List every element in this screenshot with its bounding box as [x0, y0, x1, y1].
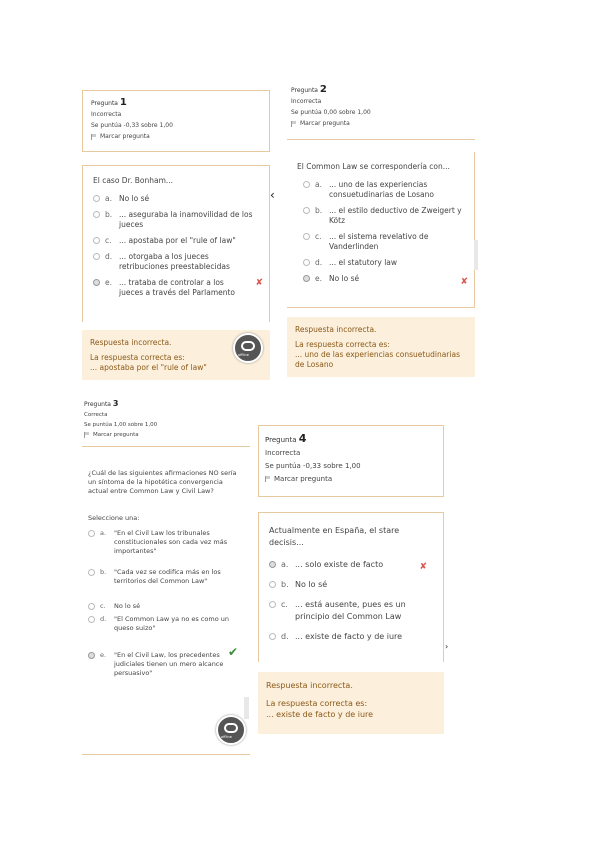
chat-offline-icon[interactable] [233, 333, 263, 363]
chat-offline-icon[interactable] [216, 715, 246, 745]
option-e[interactable]: e. "En el Civil Law, los precedentes judiciales tienen un mero alcance persuasivo" ✔ [88, 651, 244, 678]
flag-icon [84, 432, 90, 438]
option-b[interactable]: b. ... el estilo deductivo de Zweigert y Kötz [297, 206, 464, 226]
feedback-label: La respuesta correcta es: [90, 353, 185, 362]
option-a[interactable]: a. No lo sé [93, 194, 259, 204]
question-1 [82, 90, 270, 152]
flag-icon [291, 121, 297, 127]
feedback-status: Respuesta incorrecta. [266, 681, 353, 690]
question-text: Actualmente en España, el stare decisis... [269, 526, 400, 547]
radio-button[interactable] [88, 616, 95, 623]
question-score: Se puntúa 1,00 sobre 1,00 [84, 422, 158, 428]
option-c[interactable]: c. ... el sistema revelativo de Vanderlinden [297, 232, 464, 252]
radio-button[interactable] [303, 207, 310, 214]
option-b[interactable]: b. No lo sé [269, 579, 433, 591]
flag-icon [265, 476, 271, 482]
flag-question-link[interactable]: Marcar pregunta [291, 118, 467, 129]
option-c[interactable]: c. ... está ausente, pues es un principio del Common Law [269, 599, 433, 623]
correct-check-icon: ✔ [227, 645, 238, 659]
radio-button[interactable] [93, 237, 100, 244]
option-b[interactable]: b. "Cada vez se codifica más en los territorios del Common Law" [88, 568, 244, 586]
option-c[interactable]: c. No lo sé [88, 602, 244, 611]
radio-button[interactable] [303, 233, 310, 240]
option-e[interactable]: e. ... trataba de controlar a los jueces a través del Parlamento ✘ [93, 278, 259, 298]
question-score: Se puntúa -0,33 sobre 1,00 [265, 462, 361, 470]
chevron-left-icon[interactable]: ‹ [270, 188, 275, 202]
question-score: Se puntúa -0,33 sobre 1,00 [91, 122, 173, 129]
radio-button[interactable] [303, 181, 310, 188]
question-1-content [82, 165, 270, 322]
question-score: Se puntúa 0,00 sobre 1,00 [291, 109, 371, 116]
question-2 [287, 78, 475, 140]
option-c[interactable]: c. ... apostaba por el "rule of law" [93, 236, 259, 246]
radio-button-selected[interactable] [269, 561, 276, 568]
question-text: ¿Cuál de las siguientes afirmaciones NO sería un síntoma de la hipotética convergencia actual entre Common Law y Civil Law? [88, 469, 237, 495]
option-d[interactable]: d. ... existe de facto y de iure [269, 631, 433, 643]
radio-button[interactable] [269, 633, 276, 640]
flag-question-link[interactable]: Marcar pregunta [265, 473, 437, 486]
option-d[interactable]: d. ... otorgaba a los jueces retribuciones preestablecidas [93, 252, 259, 272]
radio-button[interactable] [93, 195, 100, 202]
radio-button[interactable] [93, 253, 100, 260]
question-text: El caso Dr. Bonham... [93, 176, 174, 185]
option-a[interactable]: a. ... uno de las experiencias consuetudinarias de Losano [297, 180, 464, 200]
option-e[interactable]: e. No lo sé ✘ [297, 274, 464, 284]
question-info [82, 395, 250, 447]
incorrect-icon: ✘ [419, 562, 427, 572]
question-number: Pregunta 1 [91, 97, 127, 108]
question-2-feedback [287, 317, 475, 377]
question-status: Incorrecta [265, 449, 301, 457]
incorrect-icon: ✘ [460, 277, 468, 287]
question-2-content [287, 152, 475, 308]
radio-button[interactable] [88, 603, 95, 610]
question-number: Pregunta 3 [84, 399, 119, 408]
option-a[interactable]: a. "En el Civil Law los tribunales constitucionales son cada vez más importantes" [88, 529, 244, 556]
question-info [82, 90, 270, 152]
feedback-label: La respuesta correcta es: [266, 699, 368, 708]
flag-icon [91, 134, 97, 140]
flag-question-link[interactable]: Marcar pregunta [91, 131, 261, 142]
option-a[interactable]: a. ... solo existe de facto ✘ [269, 559, 433, 571]
scrollbar[interactable] [474, 240, 478, 270]
question-3-content [82, 460, 250, 755]
feedback-status: Respuesta incorrecta. [295, 325, 377, 334]
radio-button[interactable] [88, 569, 95, 576]
option-d[interactable]: d. "El Common Law ya no es como un queso suizo" [88, 615, 244, 633]
question-info [287, 78, 475, 140]
radio-button-selected[interactable] [93, 279, 100, 286]
question-status: Correcta [84, 412, 108, 418]
flag-question-link[interactable]: Marcar pregunta [84, 430, 248, 440]
chevron-right-icon[interactable]: › [445, 642, 449, 651]
question-status: Incorrecta [91, 111, 122, 118]
radio-button[interactable] [269, 581, 276, 588]
incorrect-icon: ✘ [255, 278, 263, 288]
feedback-answer: ... existe de facto y de iure [266, 710, 374, 719]
select-prompt: Seleccione una: [88, 514, 140, 522]
feedback-status: Respuesta incorrecta. [90, 338, 172, 347]
scrollbar[interactable] [244, 697, 249, 719]
radio-button-selected[interactable] [303, 275, 310, 282]
question-text: El Common Law se correspondería con... [297, 162, 450, 171]
radio-button[interactable] [269, 601, 276, 608]
question-info [258, 425, 444, 497]
question-number: Pregunta 2 [291, 84, 327, 95]
option-d[interactable]: d. ... el statutory law [297, 258, 464, 268]
radio-button[interactable] [88, 530, 95, 537]
question-4 [258, 425, 444, 497]
radio-button-selected[interactable] [88, 652, 95, 659]
feedback-answer: ... uno de las experiencias consuetudinarias de Losano [295, 350, 460, 369]
question-number: Pregunta 4 [265, 432, 307, 445]
radio-button[interactable] [303, 259, 310, 266]
question-status: Incorrecta [291, 98, 322, 105]
question-3 [82, 395, 250, 447]
feedback-answer: ... apostaba por el "rule of law" [90, 363, 207, 372]
feedback-label: La respuesta correcta es: [295, 340, 390, 349]
option-b[interactable]: b. ... aseguraba la inamovilidad de los jueces [93, 210, 259, 230]
question-4-content [258, 512, 444, 662]
radio-button[interactable] [93, 211, 100, 218]
question-4-feedback [258, 672, 444, 734]
